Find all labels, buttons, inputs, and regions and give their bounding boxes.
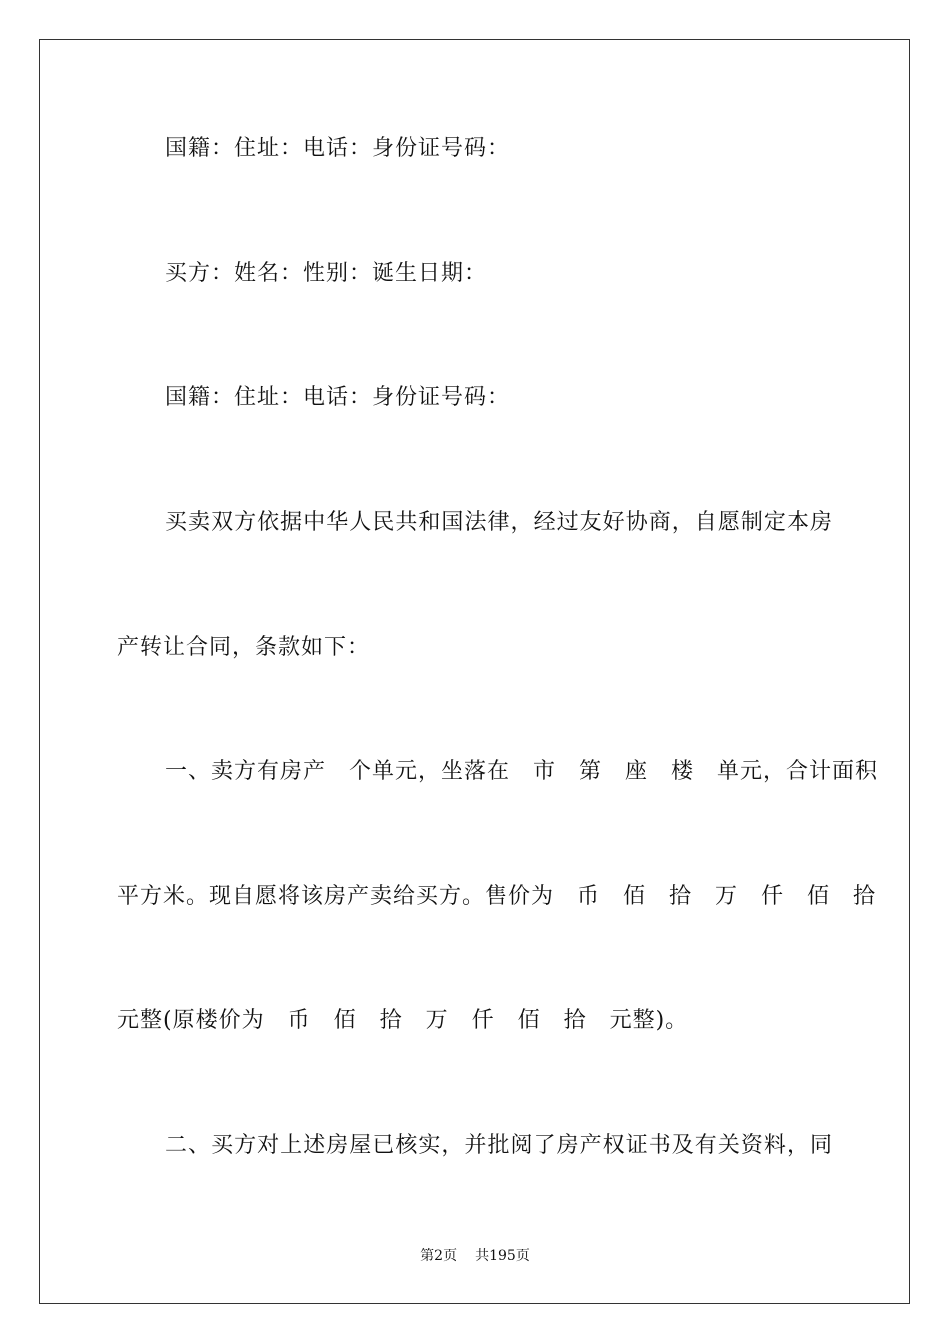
buyer-name-line: 买方：姓名：性别：诞生日期： [165, 261, 488, 286]
preamble-line-2: 产转让合同，条款如下： [117, 635, 371, 660]
preamble-line-1: 买卖双方依据中华人民共和国法律，经过友好协商，自愿制定本房 [165, 510, 833, 535]
buyer-info-line: 国籍：住址：电话：身份证号码： [165, 385, 511, 410]
page-border [39, 39, 910, 1304]
seller-info-line: 国籍：住址：电话：身份证号码： [165, 136, 511, 161]
clause-1-line-3: 元整(原楼价为 币 佰 拾 万 仟 佰 拾 元整)。 [117, 1008, 689, 1033]
clause-1-line-1: 一、卖方有房产 个单元，坐落在 市 第 座 楼 单元，合计面积 [165, 759, 879, 784]
page-total: 共195页 [475, 1248, 530, 1264]
clause-1-line-2: 平方米。现自愿将该房产卖给买方。售价为 币 佰 拾 万 仟 佰 拾 [117, 884, 877, 909]
page-number: 第2页 [420, 1248, 458, 1264]
page-footer [0, 1246, 950, 1266]
clause-2-line-1: 二、买方对上述房屋已核实，并批阅了房产权证书及有关资料，同 [165, 1133, 833, 1158]
